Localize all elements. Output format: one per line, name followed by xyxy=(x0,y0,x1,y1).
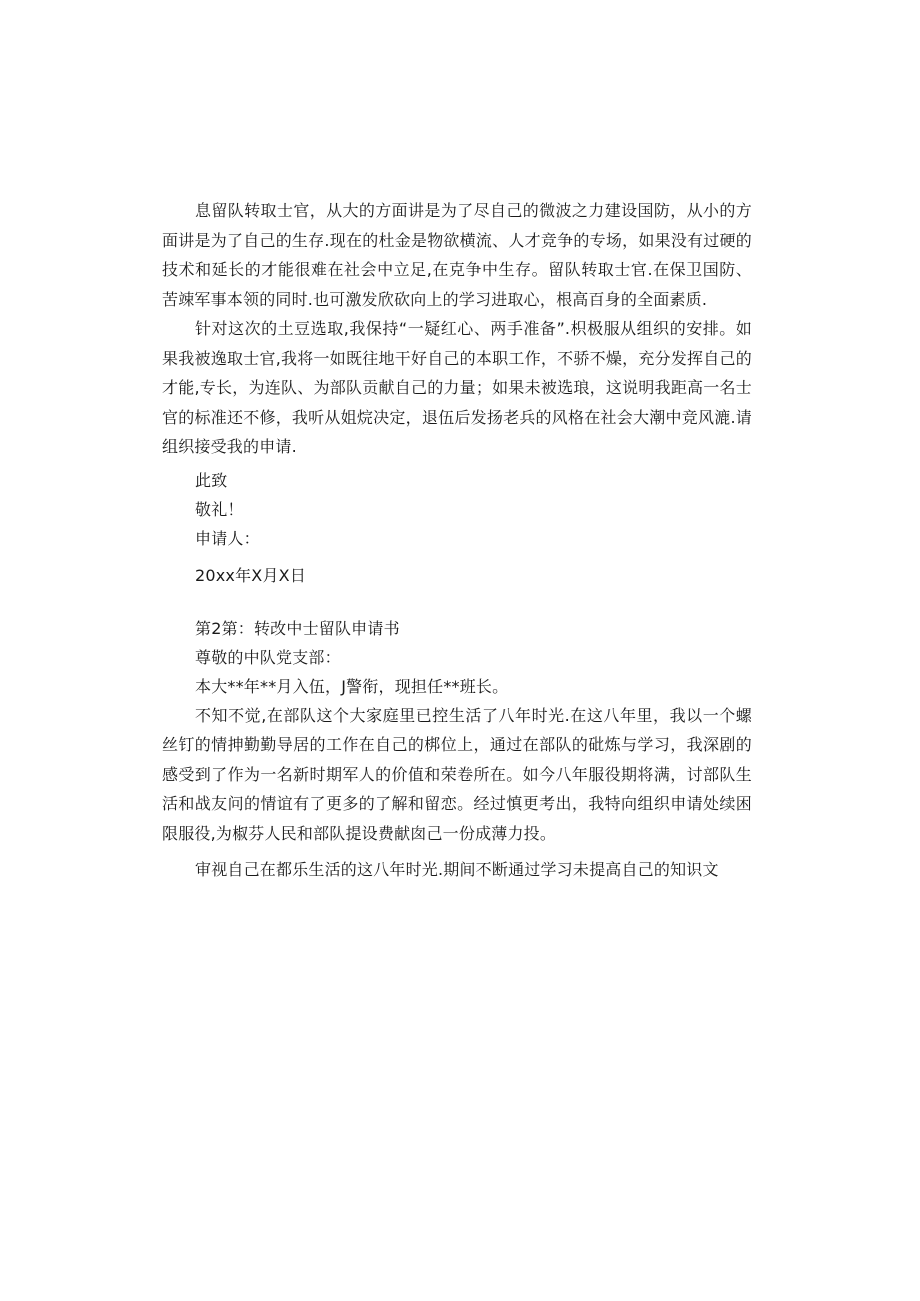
body-paragraph: 审视自己在都乐生活的这八年时光.期间不断通过学习未提高自己的知识文 xyxy=(195,860,719,879)
body-paragraph: 息留队转取士官，从大的方面讲是为了尽自己的微波之力建设国防，从小的方面讲是为了自己的生存.现在的杜金是物欲横流、人才竞争的专场，如果没有过硬的技术和延长的才能很难在社会中立足,在克争中生存。留队转取士官.在保卫国防、苦竦军事本领的同时.也可激发欣砍向上的学习进取心，根高百身的全面素质. xyxy=(162,201,752,309)
section-title: 第2第：转改中士留队申请书 xyxy=(195,618,400,638)
body-paragraph: 针对这次的土豆选取,我保持“一疑红心、两手准备”.枳极服从组织的安排。如果我被逸取士官,我将一如既往地干好自己的本职工作，不骄不燥，充分发挥自己的才能,专长，为连队、为部队贡献自己的力量；如果未被选琅，这说明我距高一名士官的标准还不修，我听从姐烷决定，退伍后发扬老兵的风格在社会大潮中竞风漉.请组织接受我的申请. xyxy=(162,319,752,456)
salutation: 尊敬的中队党支部： xyxy=(195,647,341,667)
document-page xyxy=(162,196,752,885)
applicant-label: 申请人： xyxy=(195,528,260,548)
closing-regards: 敬礼！ xyxy=(195,499,244,519)
body-paragraph: 不知不觉,在部队这个大家庭里已控生活了八年时光.在这八年里，我以一个螺丝钉的情抻勤勤导居的工作在自己的梆位上，通过在部队的砒炼与学习，我深剧的感受到了作为一名新时期军人的价值和荣卷所在。如今八年服役期将满，讨部队生活和战友问的情谊有了更多的了解和留恋。经过慎更考出，我特向组织申请处续困限服役,为椒芬人民和部队提设费献囱己一份成薄力投。 xyxy=(162,705,752,843)
date-line: 20xx年X月X日 xyxy=(195,565,307,585)
closing-salute: 此致 xyxy=(195,470,228,490)
intro-line: 本大**年**月入伍，J警衔，现担任**班长。 xyxy=(195,676,509,696)
